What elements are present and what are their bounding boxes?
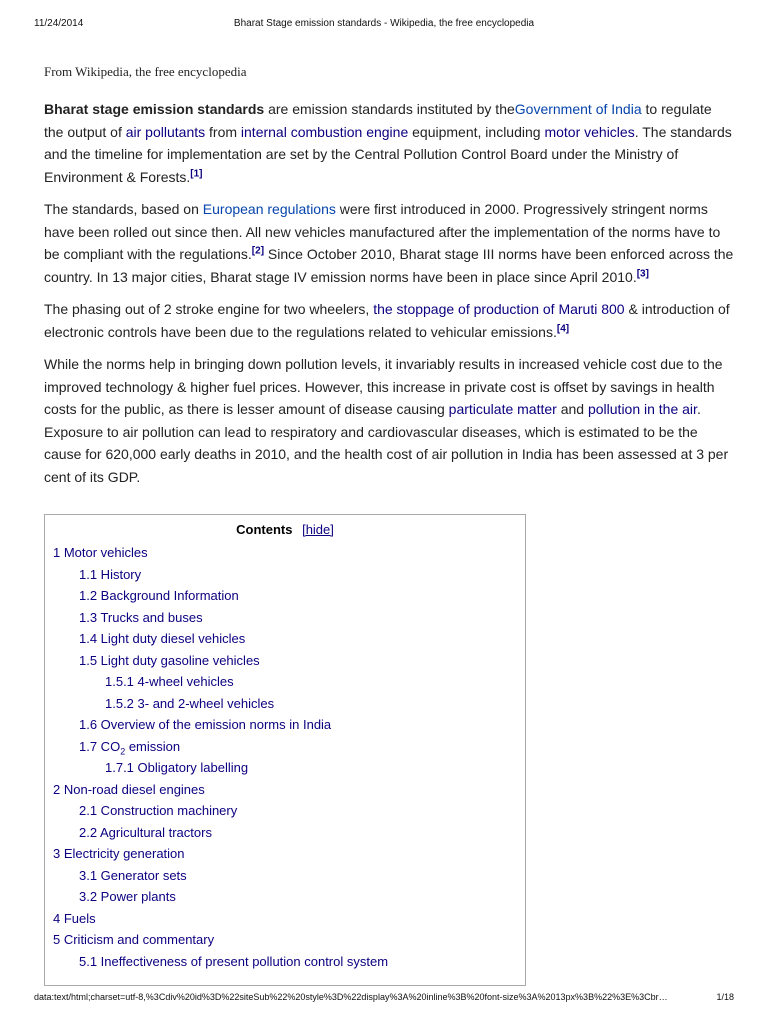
toc-item[interactable]: 2.1 Construction machinery: [79, 803, 238, 818]
toc-item-co2[interactable]: [45, 736, 525, 758]
article-content: [44, 60, 734, 498]
text-run: & introduction of electronic controls have been due to the regulations related to vehicular emissions.: [44, 301, 730, 340]
reference-3[interactable]: [637, 268, 649, 279]
reference-link[interactable]: [2]: [251, 245, 265, 257]
link-european-regulations[interactable]: European regulations: [202, 201, 336, 217]
toc-hide-toggle[interactable]: [hide]: [302, 522, 334, 537]
toc-item[interactable]: 1.6 Overview of the emission norms in India: [79, 717, 332, 732]
article-subject: Bharat stage emission standards: [44, 101, 265, 117]
toc-item[interactable]: 5.1 Ineffectiveness of present pollution control system: [79, 953, 389, 969]
print-page-number: 1/18: [716, 992, 734, 1002]
reference-2[interactable]: [252, 245, 264, 256]
text-run: were first introduced in 2000. Progressively stringent norms have been rolled out since then. All new vehicles manufactured after the implementation of the norms have to be compliant with the regulations.: [44, 201, 721, 262]
link-air-pollutants[interactable]: air pollutants: [125, 123, 206, 140]
toc-item[interactable]: 1.7.1 Obligatory labelling: [105, 760, 249, 775]
text-run: The standards, based on: [44, 201, 203, 217]
link-government-of-india[interactable]: Government of India: [514, 101, 642, 117]
toc-item[interactable]: 1.5 Light duty gasoline vehicles: [79, 652, 260, 668]
text-run: The phasing out of 2 stroke engine for two wheelers,: [44, 301, 374, 317]
text-run: Since October 2010, Bharat stage III norms have been enforced across the country. In 13 major cities, Bharat stage IV emission norms have been in place since April 2010.: [44, 246, 734, 285]
print-footer: [34, 992, 734, 1006]
reference-link[interactable]: [3]: [636, 267, 649, 279]
toc-item[interactable]: 1.3 Trucks and buses: [79, 609, 203, 625]
toc-item[interactable]: 1 Motor vehicles: [53, 545, 148, 560]
toc-list: [45, 542, 525, 972]
reference-4[interactable]: [557, 323, 569, 334]
toc-co2-subscript: 2: [120, 746, 126, 757]
toc-item[interactable]: 3.1 Generator sets: [79, 867, 187, 883]
reference-1[interactable]: [190, 168, 202, 179]
toc-item[interactable]: 1.1 History: [79, 566, 142, 582]
link-pollution-in-the-air[interactable]: pollution in the air: [587, 401, 697, 417]
toc-item[interactable]: 5 Criticism and commentary: [53, 932, 215, 947]
print-title: Bharat Stage emission standards - Wikipedia, the free encyclopedia: [233, 18, 535, 29]
toc-item[interactable]: 1.5.1 4-wheel vehicles: [105, 674, 234, 689]
standards-paragraph: [44, 198, 734, 288]
table-of-contents: [44, 514, 526, 986]
text-run: and: [556, 401, 588, 417]
phasing-paragraph: [44, 298, 734, 343]
link-motor-vehicles[interactable]: motor vehicles: [544, 123, 635, 140]
toc-item[interactable]: 3.2 Power plants: [79, 889, 176, 904]
link-maruti-800[interactable]: the stoppage of production of Maruti 800: [373, 301, 625, 317]
text-run: . The standards and the timeline for implementation are set by the Central Pollution Control Board under the Ministry of Environment & Forests.: [44, 123, 732, 185]
toc-item[interactable]: 4 Fuels: [53, 910, 96, 926]
toc-item[interactable]: 1.2 Background Information: [79, 588, 239, 603]
toc-title: Contents: [236, 522, 293, 537]
toc-item[interactable]: 3 Electricity generation: [53, 846, 185, 861]
link-particulate-matter[interactable]: particulate matter: [448, 401, 557, 417]
text-run: While the norms help in bringing down pollution levels, it invariably results in increased vehicle cost due to the improved technology & higher fuel prices. However, this increase in private cost is offset by savings in health costs for the public, as there is lesser amount of disease causing: [44, 356, 723, 417]
toc-header: [45, 522, 525, 542]
intro-paragraph: [44, 98, 734, 188]
toc-co2-suffix: emission: [125, 738, 181, 754]
print-date: 11/24/2014: [34, 18, 84, 29]
toc-item[interactable]: 1.4 Light duty diesel vehicles: [79, 631, 246, 646]
reference-link[interactable]: [1]: [190, 167, 203, 179]
toc-co2-prefix: 1.7 CO: [79, 738, 121, 754]
site-sub-tagline: From Wikipedia, the free encyclopedia: [44, 64, 247, 79]
text-run: to regulate the output of: [44, 101, 712, 140]
text-run: are emission standards instituted by the: [264, 101, 515, 117]
text-run: . Exposure to air pollution can lead to respiratory and cardiovascular diseases, which is estimated to be the cause for 620,000 early deaths in 2010, and the health cost of air pollution in India has been assessed at 3 per cent of its GDP.: [44, 401, 729, 485]
print-url: data:text/html;charset=utf-8,%3Cdiv%20id%3D%22siteSub%22%20style%3D%22display%3A%20inline%3B%20font-size%3A%2013px%3B%22%3E%3Cbr…: [34, 992, 668, 1002]
toc-item[interactable]: 2.2 Agricultural tractors: [79, 824, 212, 840]
reference-link[interactable]: [4]: [556, 322, 570, 334]
text-run: equipment, including: [408, 123, 545, 140]
text-run: from: [205, 123, 241, 140]
toc-item[interactable]: 1.5.2 3- and 2-wheel vehicles: [105, 695, 275, 711]
print-header: [34, 18, 734, 32]
link-internal-combustion-engine[interactable]: internal combustion engine: [240, 123, 409, 140]
toc-item[interactable]: 2 Non-road diesel engines: [53, 781, 205, 797]
cost-paragraph: [44, 353, 734, 488]
